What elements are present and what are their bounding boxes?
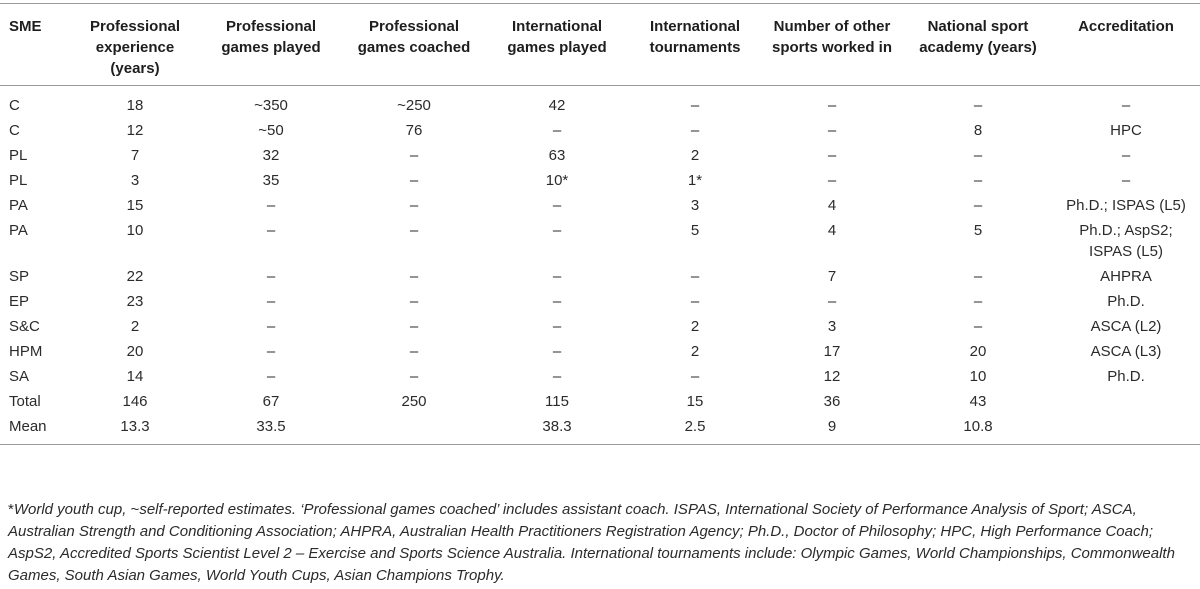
table-row [0, 168, 1200, 193]
table-cell: Mean [9, 418, 47, 435]
table-cell: ASCA (L3) [1090, 343, 1162, 360]
table-row [0, 289, 1200, 314]
table-cell: Ph.D. [1107, 368, 1145, 385]
table-cell: – [690, 268, 700, 285]
table-cell: – [409, 368, 419, 385]
table-cell: – [552, 343, 562, 360]
table-cell: – [409, 268, 419, 285]
table-cell: 38.3 [542, 418, 572, 435]
column-header: International tournaments [649, 18, 741, 56]
table-cell: – [827, 122, 837, 139]
table-cell: 2.5 [684, 418, 706, 435]
table-header-row [0, 4, 1200, 86]
table-cell: – [690, 293, 700, 310]
table-cell: 15 [126, 197, 144, 214]
footnote-part2: self-reported estimates. ‘Professional games coached’ includes assistant coach. ISPAS, International Society of Performance Analysis of Sport; ASCA, Australian Strength and Conditioning Association; AHPRA, Australian Health Practitioners Registration Agency; Ph.D., Doctor of Philosophy; HPC, High Performance Coach; AspS2, Accredited Sports Scientist Level 2 – Exercise and Sports Science Australia. International tournaments include: Olympic Games, World Championships, Commonwealth Games, South Asian Games, World Youth Cups, Asian Champions Trophy. [8, 501, 1175, 584]
table-cell: – [266, 268, 276, 285]
table-footnote [8, 499, 1196, 587]
table-body [0, 86, 1200, 445]
table-cell: 250 [401, 393, 427, 410]
table-cell: 36 [823, 393, 841, 410]
table-cell: 63 [548, 147, 566, 164]
table-cell: 35 [262, 172, 280, 189]
table-cell: – [827, 172, 837, 189]
table-cell: – [266, 197, 276, 214]
table-cell: – [973, 268, 983, 285]
table-cell: PL [9, 172, 28, 189]
table-cell: 1* [687, 172, 703, 189]
table-cell: 7 [130, 147, 140, 164]
table-cell: 12 [126, 122, 144, 139]
table-cell [1052, 414, 1200, 445]
table-cell: – [827, 97, 837, 114]
table-cell: – [1121, 147, 1131, 164]
table-cell: – [552, 122, 562, 139]
table-cell: 10 [126, 222, 144, 239]
table-cell: – [690, 97, 700, 114]
table-cell: – [690, 122, 700, 139]
column-header: National sport academy (years) [919, 18, 1037, 56]
table-cell [344, 414, 484, 445]
table-cell: – [827, 147, 837, 164]
table-cell: 32 [262, 147, 280, 164]
table-cell: – [552, 197, 562, 214]
table-cell: 115 [545, 393, 569, 410]
table-cell: – [552, 368, 562, 385]
table-cell: 10 [969, 368, 987, 385]
table-cell: 146 [122, 393, 148, 410]
sme-table [0, 4, 1200, 445]
table-cell: 8 [973, 122, 983, 139]
table-cell: 4 [827, 222, 837, 239]
table-row [0, 86, 1200, 119]
table-cell: 2 [690, 318, 700, 335]
table-row [0, 264, 1200, 289]
table-cell: 23 [126, 293, 144, 310]
table-cell: – [973, 172, 983, 189]
table-cell: – [552, 318, 562, 335]
table-cell: SP [9, 268, 30, 285]
table-cell: HPM [9, 343, 43, 360]
column-header: Number of other sports worked in [771, 18, 893, 56]
table-cell: – [266, 368, 276, 385]
table-cell: AHPRA [1100, 268, 1152, 285]
table-cell: 20 [969, 343, 987, 360]
table-cell: 42 [548, 97, 566, 114]
column-header: Accreditation [1078, 18, 1174, 35]
table-row [0, 364, 1200, 389]
table-cell: C [9, 97, 20, 114]
table-cell: – [266, 318, 276, 335]
table-cell: Total [9, 393, 41, 410]
table-cell: 13.3 [120, 418, 150, 435]
table-cell: 2 [690, 147, 700, 164]
table-cell: – [409, 147, 419, 164]
table-cell: – [1121, 97, 1131, 114]
table-cell: 67 [262, 393, 280, 410]
table-cell: – [409, 197, 419, 214]
table-cell: 43 [969, 393, 987, 410]
table-cell: – [552, 293, 562, 310]
table-cell: ~350 [254, 97, 288, 114]
table-cell: 5 [690, 222, 700, 239]
table-cell: 9 [827, 418, 837, 435]
table-cell: Ph.D. [1107, 293, 1145, 310]
table-cell: 7 [827, 268, 837, 285]
table-row [0, 118, 1200, 143]
table-cell: Ph.D.; ISPAS (L5) [1066, 197, 1186, 214]
table-cell: – [973, 293, 983, 310]
table-cell: 33.5 [256, 418, 286, 435]
table-cell: S&C [9, 318, 40, 335]
table-cell: – [690, 368, 700, 385]
table-row [0, 314, 1200, 339]
table-cell: C [9, 122, 20, 139]
table-cell: PA [9, 222, 28, 239]
table-cell: – [409, 172, 419, 189]
table-cell: 2 [690, 343, 700, 360]
table-cell: – [266, 293, 276, 310]
table-cell [1052, 389, 1200, 414]
footnote-part1: World youth cup, [13, 501, 131, 518]
table-cell: – [266, 222, 276, 239]
column-header: SME [9, 18, 42, 35]
footnote-star: * [8, 501, 14, 518]
table-cell: – [827, 293, 837, 310]
table-cell: 18 [126, 97, 144, 114]
column-header: Professional experience (years) [89, 18, 181, 77]
table-cell: ASCA (L2) [1090, 318, 1162, 335]
column-header: International games played [507, 18, 607, 56]
footnote-tilde: ~ [130, 501, 140, 518]
table-cell: – [266, 343, 276, 360]
table-row [0, 339, 1200, 364]
table-cell: – [973, 318, 983, 335]
table-cell: 10* [545, 172, 569, 189]
table-row [0, 193, 1200, 218]
table-cell: 4 [827, 197, 837, 214]
column-header: Professional games coached [357, 18, 471, 56]
table-cell: PL [9, 147, 28, 164]
table-cell: 3 [690, 197, 700, 214]
table-cell: 15 [686, 393, 704, 410]
table-cell: 3 [130, 172, 140, 189]
table-cell: 3 [827, 318, 837, 335]
table-cell: – [1121, 172, 1131, 189]
table-cell: 14 [126, 368, 144, 385]
table-row [0, 414, 1200, 445]
table-cell: ~250 [397, 97, 431, 114]
table-cell: ~50 [258, 122, 284, 139]
table-cell: – [409, 343, 419, 360]
table-row [0, 143, 1200, 168]
table-cell: 20 [126, 343, 144, 360]
table-cell: PA [9, 197, 28, 214]
table-cell: – [409, 318, 419, 335]
table-cell: – [973, 97, 983, 114]
column-header: Professional games played [221, 18, 321, 56]
table-cell: – [409, 293, 419, 310]
table-cell: – [973, 147, 983, 164]
table-cell: 2 [130, 318, 140, 335]
table-cell: – [552, 268, 562, 285]
table-cell: – [552, 222, 562, 239]
table-row [0, 389, 1200, 414]
table-cell: 5 [973, 222, 983, 239]
table-cell: HPC [1110, 122, 1142, 139]
table-cell: – [973, 197, 983, 214]
table-cell: 17 [823, 343, 841, 360]
table-cell: 10.8 [963, 418, 993, 435]
table-cell: 12 [823, 368, 841, 385]
table-cell: – [409, 222, 419, 239]
table-cell: EP [9, 293, 30, 310]
table-cell: Ph.D.; AspS2; ISPAS (L5) [1079, 222, 1173, 260]
table-cell: 22 [126, 268, 144, 285]
table-cell: 76 [405, 122, 423, 139]
table-cell: SA [9, 368, 30, 385]
table-row [0, 218, 1200, 264]
